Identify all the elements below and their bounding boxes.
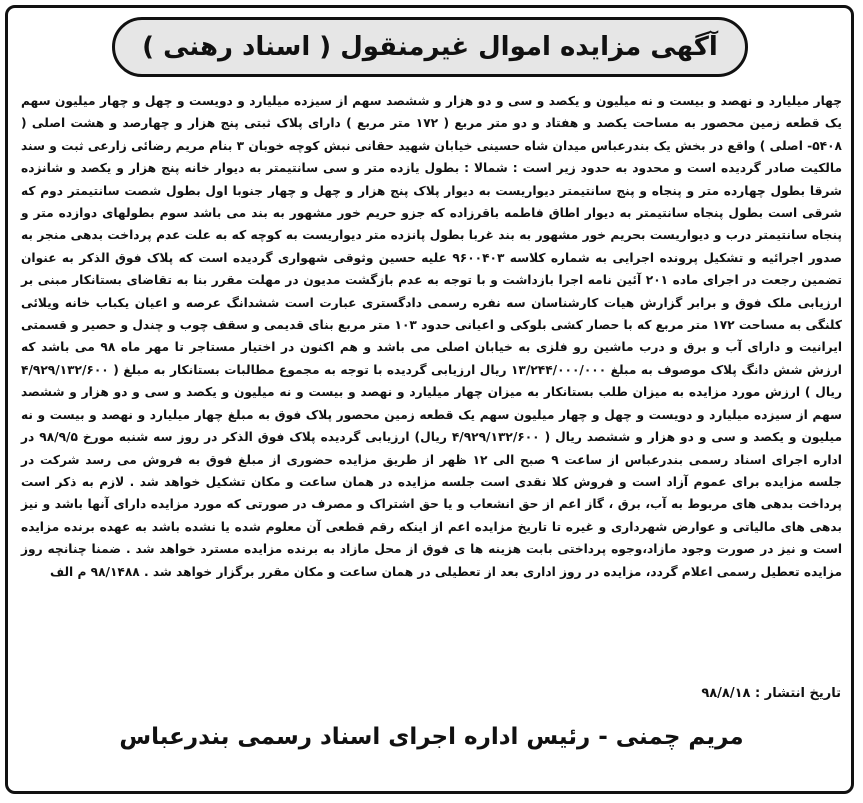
publication-date: تاریخ انتشار : ۹۸/۸/۱۸ [701, 686, 841, 701]
notice-body: چهار میلیارد و نهصد و بیست و نه میلیون و یکصد و سی و دو هزار و ششصد سهم از سیزده میلیارد و دویست و چهل و چهار میلیون سهم یک قطعه زمین محصور به مساحت یکصد و هفتاد و دو متر مربع ( ۱۷۲ متر مربع ) دارای پلاک ثبتی پنج هزار و چهارصد و هشت اصلی ( ۵۴۰۸- اصلی ) واقع در بخش یک بندرعباس میدان شاه حسینی خیابان شهید حقانی نبش کوچه خوبان ۳ بنام مریم رضائی زارعی ثبت و سند مالکیت صادر گردیده است و محدود به حدود زیر است : شمالا : بطول یازده متر و سی سانتیمتر به دیوار خانه پنج هزار و یکصد و شانزده شرقا بطول چهارده متر و پنجاه و پنج سانتیمتر دیواریست به دیوار پلاک پنج هزار و چهل و چهار جنوبا اول بطول شصت سانتیمتر دوم که شرقی است بطول پنجاه سانتیمتر به دیوار اطاق فاطمه باقرزاده که جزو حریم خور مشهور به بند می باشد سوم بطولهای دوازده متر و پنجاه سانتیمتر درب و دیواریست بحریم خور مشهور به بند غربا بطول پانزده متر دیواریست به کوچه که به علت عدم پرداخت بدهی منجر به صدور اجرائیه و تشکیل پرونده اجرایی به شماره کلاسه ۹۶۰۰۴۰۳ علیه حسین وثوقی شهواری گردیده است که پلاک فوق الذکر به عنوان تضمین رجعت در اجرای ماده ۲۰۱ آئین نامه اجرا بازداشت و با توجه به عدم بازگشت مدیون در مهلت مقرر بنا به تقاضای بستانکار مبنی بر ارزیابی ملک فوق و برابر گزارش هیات کارشناسان سه نفره رسمی دادگستری عبارت است ششدانگ عرصه و اعیان یکباب خانه ویلائی کلنگی به مساحت ۱۷۲ متر مربع که با حصار کشی بلوکی و اعیانی حدود ۱۰۳ متر مربع بنای قدیمی و سقف چوب و چندل و حصیر و قسمتی ایرانیت و دارای آب و برق و درب ماشین رو فلزی به خیابان اصلی می باشد و هم اکنون در اختیار مستاجر تا مهر ماه ۹۸ می باشد که ارزش شش دانگ پلاک موصوف به مبلغ ۱۳/۲۴۴/۰۰۰/۰۰۰ ریال ارزیابی گردیده با توجه به مجموع مطالبات بستانکار به مبلغ ( ۴/۹۲۹/۱۳۲/۶۰۰ ریال ) ارزش مورد مزایده به میزان طلب بستانکار به میزان چهار میلیارد و نهصد و بیست و نه میلیون و یکصد و سی و دو هزار و ششصد سهم از سیزده میلیارد و دویست و چهل و چهار میلیون سهم یک قطعه زمین محصور پلاک فوق به مبلغ چهار میلیارد و نهصد و بیست و نه میلیون و یکصد و سی و دو هزار و ششصد ریال ( ۴/۹۲۹/۱۳۲/۶۰۰ ریال) ارزیابی گردیده پلاک فوق الذکر در روز سه شنبه مورخ ۹۸/۹/۵ در اداره اجرای اسناد رسمی بندرعباس از ساعت ۹ صبح الی ۱۲ ظهر از طریق مزایده حضوری از مبلغ فوق به فروش می رسد شرکت در جلسه مزایده برای عموم آزاد است و فروش کلا نقدی است جلسه مزایده در همان ساعت و مکان تشکیل خواهد شد . لازم به ذکر است پرداخت بدهی های مربوط به آب، برق ، گاز اعم از حق انشعاب و یا حق اشتراک و مصرف در صورتی که مورد مزایده دارای آنها باشد و نیز بدهی های مالیاتی و عوارض شهرداری و غیره تا تاریخ مزایده اعم از اینکه رقم قطعی آن معلوم شده یا نشده باشد به عهده برنده مزایده است و نیز در صورت وجود مازاد،وجوه پرداختی بابت هزینه ها ی فوق از محل مازاد به برنده مزایده مسترد خواهد شد . ضمنا چنانچه روز مزایده تعطیل رسمی اعلام گردد، مزایده در روز اداری بعد از تعطیلی در همان ساعت و مکان مقرر برگزار خواهد شد . ۹۸/۱۴۸۸ م الف [21, 94, 842, 579]
notice-title: آگهی مزایده اموال غیرمنقول ( اسناد رهنی ) [142, 32, 718, 62]
title-banner [112, 17, 748, 77]
signature-line: مریم چمنی - رئیس اداره اجرای اسناد رسمی بندرعباس [119, 724, 744, 750]
